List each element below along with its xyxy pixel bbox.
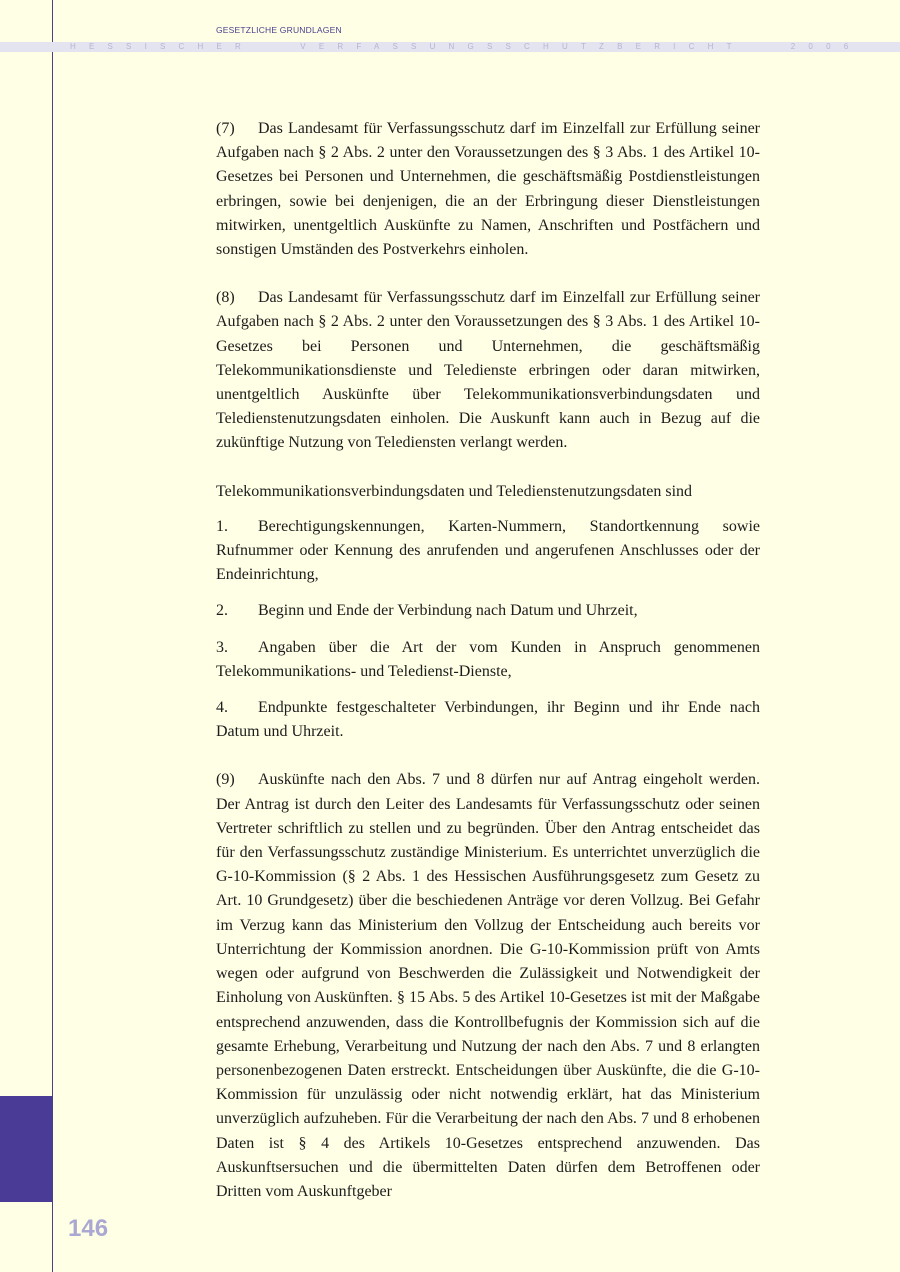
- paragraph-text: Das Landesamt für Verfassungsschutz darf im Einzelfall zur Erfüllung seiner Aufgaben nach § 2 Abs. 2 unter den Voraussetzungen des § 3 Abs. 1 des Artikel 10-Gesetzes bei Personen und Unternehmen, die geschäftsmäßig Telekommunikationsdienste und Teledienste erbringen oder daran mitwirken, unentgeltlich Auskünfte über Telekommunikationsverbindungsdaten und Teledienstenutzungsdaten einholen. Die Auskunft kann auch in Bezug auf die zukünftige Nutzung von Telediensten verlangt werden.: [216, 289, 760, 452]
- left-margin-rule: [52, 0, 53, 1272]
- paragraph-text: Auskünfte nach den Abs. 7 und 8 dürfen nur auf Antrag eingeholt werden. Der Antrag ist durch den Leiter des Landesamts für Verfassungsschutz oder seinen Vertreter schriftlich zu stellen und zu begründen. Über den Antrag entscheidet das für den Verfassungsschutz zuständige Ministerium. Es unterrichtet unverzüglich die G-10-Kommission (§ 2 Abs. 1 des Hessischen Ausführungsgesetz zum Gesetz zu Art. 10 Grundgesetz) über die beschiedenen Anträge vor deren Vollzug. Bei Gefahr im Verzug kann das Ministerium den Vollzug der Entscheidung auch bereits vor Unterrichtung der Kommission anordnen. Die G-10-Kommission prüft von Amts wegen oder aufgrund von Beschwerden die Zulässigkeit und Notwendigkeit der Einholung von Auskünften. § 15 Abs. 5 des Artikel 10-Gesetzes ist mit der Maßgabe entsprechend anzuwenden, dass die Kontrollbefugnis der Kommission sich auf die gesamte Erhebung, Verarbeitung und Nutzung der nach den Abs. 7 und 8 erlangten personenbezogenen Daten erstreckt. Entscheidungen über Auskünfte, die die G-10-Kommission für unzulässig oder nicht notwendig erklärt, hat das Ministerium unverzüglich aufzuheben. Für die Verarbeitung der nach den Abs. 7 und 8 erhobenen Daten ist § 4 des Artikels 10-Gesetzes entsprechend anzuwenden. Das Auskunftsersuchen und die übermittelten Daten dürfen dem Betroffenen oder Dritten vom Auskunftgeber: [216, 771, 760, 1200]
- page-number: 146: [68, 1215, 109, 1242]
- page-body: [216, 117, 760, 1204]
- list-item: [216, 599, 760, 623]
- list-item-number: 3.: [216, 638, 228, 656]
- list-item: [216, 515, 760, 588]
- list-item: [216, 696, 760, 744]
- paragraph-number: (8): [216, 289, 235, 307]
- side-color-bar: [0, 1096, 52, 1202]
- paragraph-8: [216, 286, 760, 455]
- list-item-number: 4.: [216, 699, 228, 717]
- paragraph-9: [216, 768, 760, 1204]
- list-item-number: 1.: [216, 517, 228, 535]
- list-item-number: 2.: [216, 602, 228, 620]
- list-intro: Telekommunikationsverbindungsdaten und Teledienstenutzungsdaten sind: [216, 482, 693, 500]
- list-item: [216, 636, 760, 684]
- list-item-text: Angaben über die Art der vom Kunden in Anspruch genommenen Telekommunikations- und Teledienst-Dienste,: [216, 638, 760, 680]
- section-label: GESETZLICHE GRUNDLAGEN: [216, 25, 342, 35]
- running-title: HESSISCHER VERFASSUNGSSCHUTZBERICHT 2006: [70, 42, 862, 51]
- list-item-text: Berechtigungskennungen, Karten-Nummern, Standortkennung sowie Rufnummer oder Kennung des anrufenden und angerufenen Anschlusses oder der Endeinrichtung,: [216, 517, 760, 584]
- list-item-text: Endpunkte festgeschalteter Verbindungen, ihr Beginn und ihr Ende nach Datum und Uhrzeit.: [216, 699, 760, 741]
- paragraph-text: Das Landesamt für Verfassungsschutz darf im Einzelfall zur Erfüllung seiner Aufgaben nach § 2 Abs. 2 unter den Voraussetzungen des § 3 Abs. 1 des Artikel 10-Gesetzes bei Personen und Unternehmen, die geschäftsmäßig Postdienstleistungen erbringen, sowie bei denjenigen, die an der Erbringung dieser Dienstleistungen mitwirken, unentgeltlich Auskünfte zu Namen, Anschriften und Postfächern und sonstigen Umständen des Postverkehrs einholen.: [216, 120, 760, 259]
- paragraph-number: (7): [216, 120, 235, 137]
- paragraph-7: [216, 117, 760, 262]
- paragraph-number: (9): [216, 771, 235, 789]
- list-item-text: Beginn und Ende der Verbindung nach Datum und Uhrzeit,: [258, 602, 638, 620]
